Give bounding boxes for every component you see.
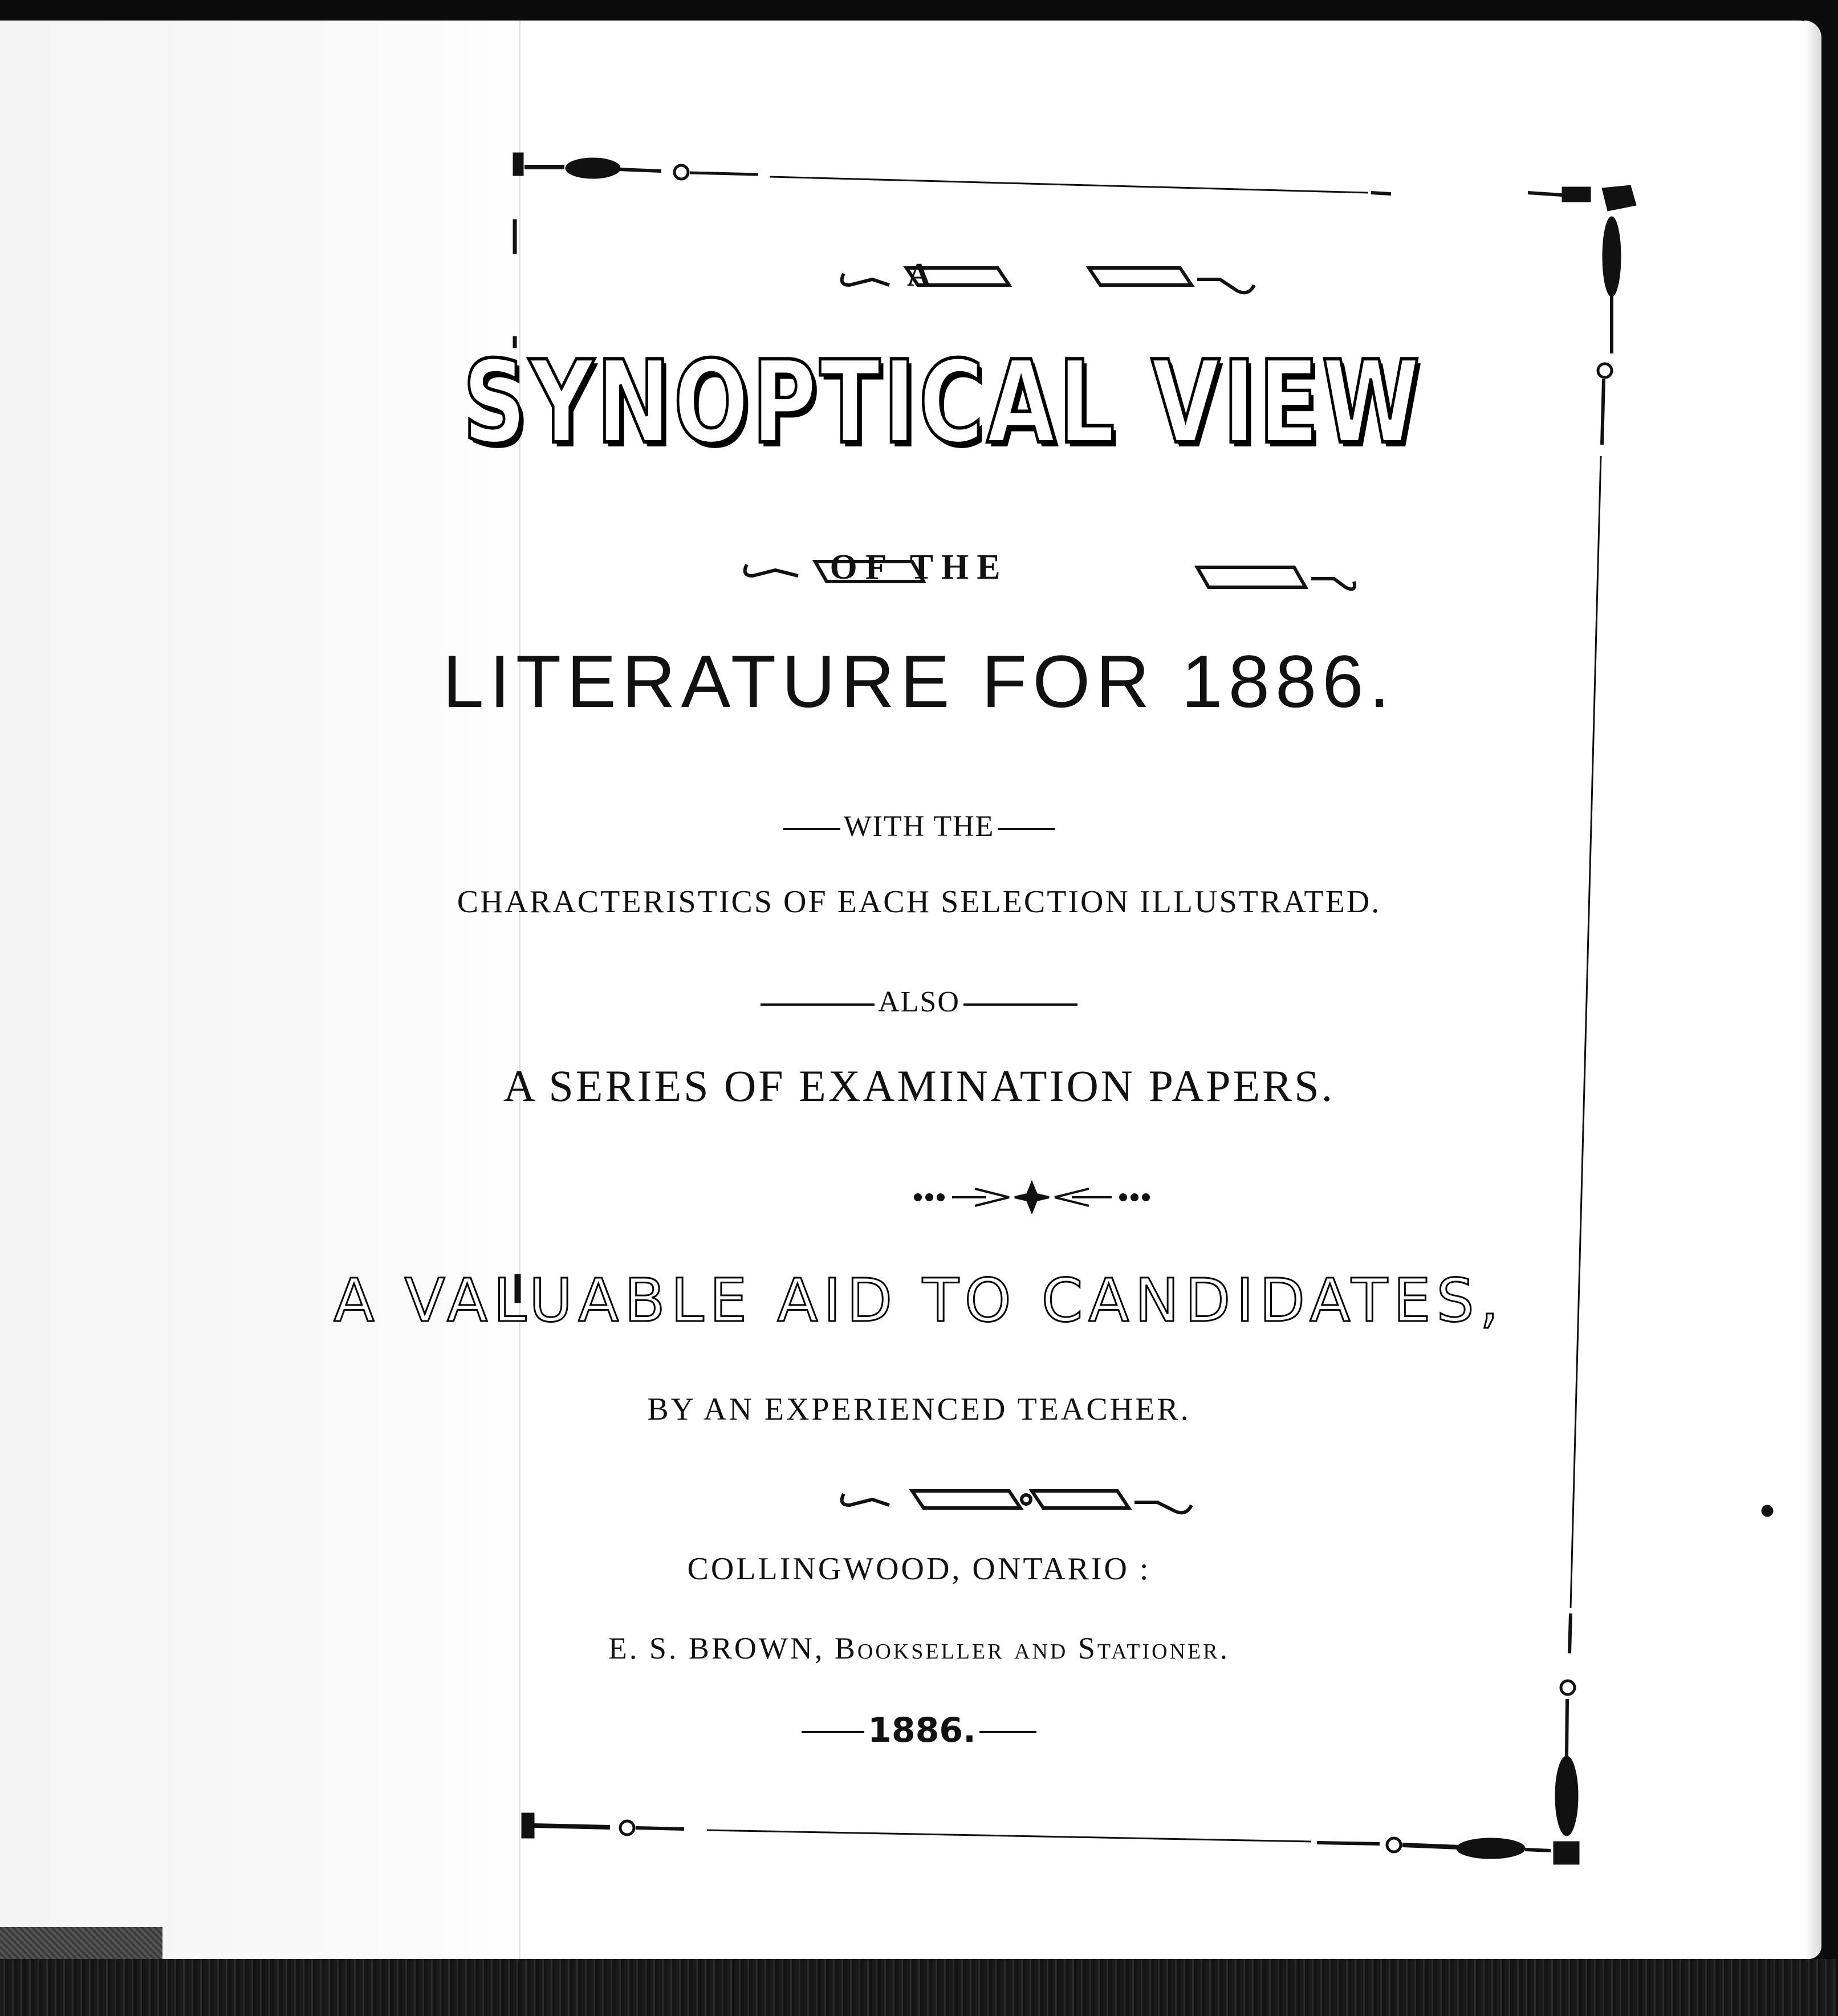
title-of-the: OF THE xyxy=(829,548,1009,587)
also-text: ALSO xyxy=(878,986,960,1018)
year-text: 1886. xyxy=(868,1710,976,1750)
book-title: SYNOPTICAL VIEW xyxy=(462,336,1423,469)
characteristics-line: CHARACTERISTICS OF EACH SELECTION ILLUSTRATED. xyxy=(457,884,1381,920)
also-line xyxy=(0,985,1838,1019)
with-the-line xyxy=(0,810,1838,843)
year-line xyxy=(0,1710,1838,1750)
ornament-publisher-flourish xyxy=(838,1477,1203,1522)
book-subject: LITERATURE FOR 1886. xyxy=(442,640,1396,723)
series-line: A SERIES OF EXAMINATION PAPERS. xyxy=(503,1061,1335,1111)
place-line: COLLINGWOOD, ONTARIO : xyxy=(687,1551,1151,1587)
aid-line: A VALUABLE AID TO CANDIDATES, xyxy=(334,1266,1504,1335)
author-line: BY AN EXPERIENCED TEACHER. xyxy=(647,1392,1191,1427)
ornament-star-divider xyxy=(912,1180,1152,1214)
publisher-line xyxy=(0,1631,1838,1666)
publisher-trade: Bookseller and Stationer. xyxy=(834,1631,1230,1665)
publisher-name: E. S. BROWN, xyxy=(608,1631,825,1665)
title-article: A xyxy=(907,256,931,293)
with-the-text: WITH THE xyxy=(843,810,995,843)
